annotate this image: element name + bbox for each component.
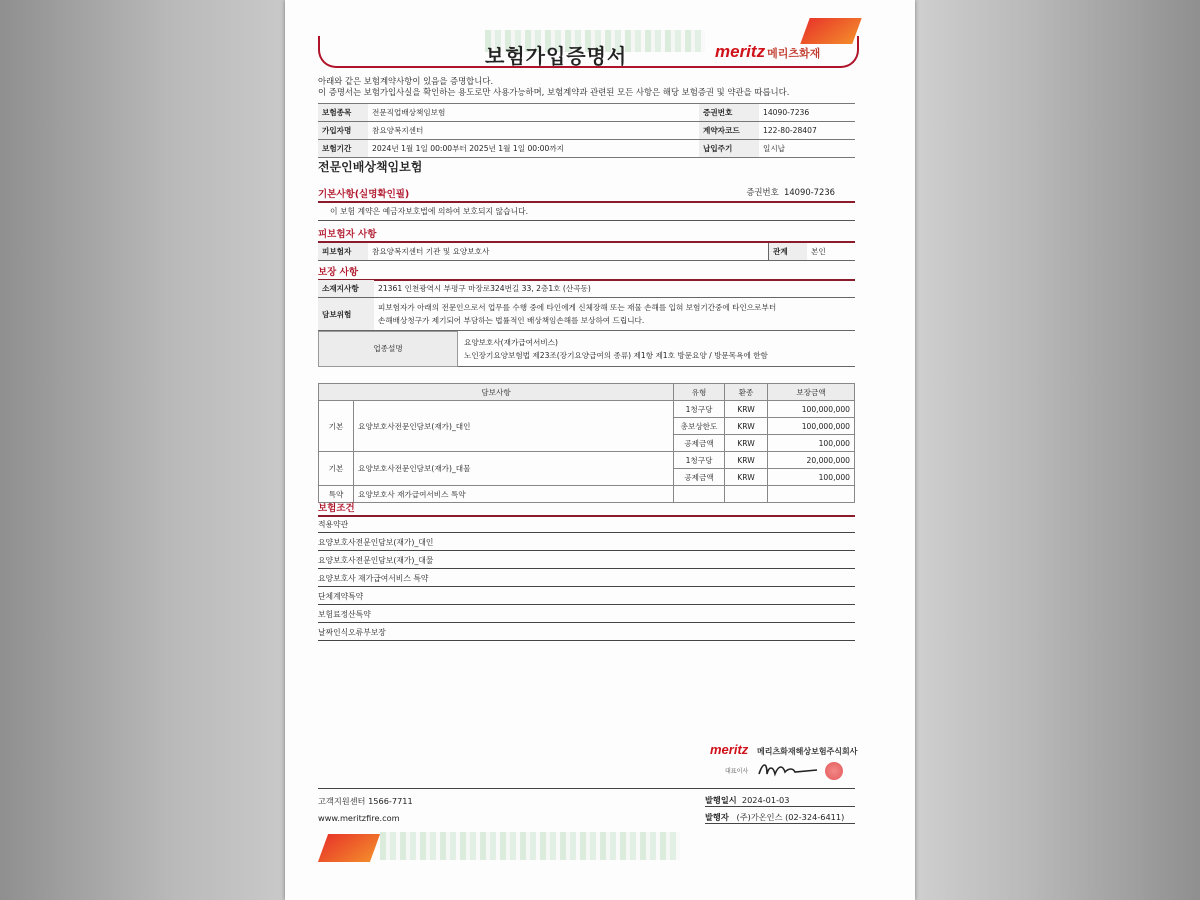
condition-item: 날짜인식오류부보장 <box>318 625 855 641</box>
basic-heading <box>318 186 855 203</box>
row-name: 요양보호사 재가급여서비스 특약 <box>354 486 674 503</box>
line-type: 1청구당 <box>674 401 725 418</box>
company-seal <box>825 762 843 780</box>
background-right <box>915 0 1200 900</box>
period-label: 보험기간 <box>318 140 368 158</box>
insured-row-label: 피보험자 <box>318 243 368 261</box>
coverage-info-table <box>318 280 855 331</box>
condition-item: 요양보호사전문인담보(재가)_대인 <box>318 535 855 551</box>
insured-row <box>318 243 855 261</box>
footer-rule <box>318 788 855 789</box>
conditions-heading: 보험조건 <box>318 500 855 517</box>
issue-date <box>705 795 855 807</box>
risk-line-1: 피보험자가 아래의 전문인으로서 업무를 수행 중에 타인에게 신체장해 또는 재물 손해를 입혀 보험기간중에 타인으로부터 <box>378 303 777 312</box>
intro-line-1: 아래와 같은 보험계약사항이 있음을 증명합니다. <box>318 76 494 86</box>
issue-date-value: 2024-01-03 <box>741 795 790 805</box>
issuer-value: (주)가온인스 (02-324-6411) <box>736 812 845 822</box>
line-amount: 20,000,000 <box>768 452 855 469</box>
cert-label: 증권번호 <box>699 104 759 122</box>
certificate-paper <box>285 0 915 900</box>
basic-notice: 이 보험 계약은 예금자보호법에 의하여 보호되지 않습니다. <box>318 204 855 221</box>
condition-item: 요양보호사 재가급여서비스 특약 <box>318 571 855 587</box>
line-amount: 100,000,000 <box>768 418 855 435</box>
location-row <box>318 280 855 298</box>
coverage-heading: 보장 사항 <box>318 264 855 281</box>
line-type: 공제금액 <box>674 469 725 486</box>
cs-center <box>318 796 413 807</box>
issue-date-label: 발행일시 <box>705 795 737 805</box>
line-type: 총보상한도 <box>674 418 725 435</box>
condition-item: 단체계약특약 <box>318 589 855 605</box>
product-label: 보험종목 <box>318 104 368 122</box>
coverage-header-row <box>319 384 855 401</box>
summary-table <box>318 103 855 158</box>
location-value: 21361 인천광역시 부평구 마장로324번길 33, 2층1호 (산곡동) <box>374 280 855 298</box>
logo-text-kr: 메리츠화재 <box>767 48 821 60</box>
relation-value: 본인 <box>807 243 855 261</box>
row-kind: 기본 <box>319 452 354 486</box>
risk-row <box>318 298 855 331</box>
basic-heading-text: 기본사항(실명확인필) <box>318 189 410 200</box>
summary-row <box>318 104 855 122</box>
line-type: 1청구당 <box>674 452 725 469</box>
line-currency: KRW <box>725 401 768 418</box>
basic-cert <box>746 186 835 198</box>
job-table <box>318 331 855 367</box>
line-currency: KRW <box>725 435 768 452</box>
summary-row <box>318 140 855 158</box>
insured-label: 가입자명 <box>318 122 368 140</box>
product-value: 전문직업배상책임보험 <box>368 104 699 122</box>
issuer-label: 발행자 <box>705 812 729 822</box>
col-header-type: 유형 <box>674 384 725 401</box>
risk-description <box>374 298 855 331</box>
col-header-amount: 보장금액 <box>768 384 855 401</box>
condition-item: 보험료정산특약 <box>318 607 855 623</box>
risk-label: 담보위험 <box>318 298 374 331</box>
table-row <box>319 452 855 469</box>
background-left <box>0 0 285 900</box>
line-amount: 100,000 <box>768 435 855 452</box>
row-kind: 기본 <box>319 401 354 452</box>
job-line-2: 노인장기요양보험법 제23조(장기요양급여의 종류) 제1항 제1호 방문요양 / 방문목욕에 한함 <box>464 350 768 360</box>
ceo-label: 대표이사 <box>725 768 749 775</box>
col-header-currency: 환종 <box>725 384 768 401</box>
bottom-corner-decoration <box>318 834 380 862</box>
issuer-info <box>705 812 855 824</box>
issuer-logo: meritz <box>710 742 749 757</box>
row-name: 요양보호사전문인담보(재가)_대물 <box>354 452 674 486</box>
security-pattern-bottom <box>380 832 680 860</box>
relation-label: 관계 <box>769 243 808 261</box>
document-title: 보험가입증명서 <box>485 44 628 68</box>
line-amount: 100,000 <box>768 469 855 486</box>
cert-value: 14090-7236 <box>759 104 855 122</box>
risk-line-2: 손해배상청구가 제기되어 부담하는 법률적인 배상책임손해를 보상하여 드립니다. <box>378 316 645 325</box>
issuer-company: 메리츠화재해상보험주식회사 <box>757 747 858 756</box>
location-label: 소재지사항 <box>318 280 374 298</box>
line-amount: 100,000,000 <box>768 401 855 418</box>
table-row <box>319 401 855 418</box>
intro-line-2: 이 증명서는 보험가입사실을 확인하는 용도로만 사용가능하며, 보험계약과 관련된 모든 사항은 해당 보험증권 및 약관을 따릅니다. <box>318 87 790 97</box>
summary-row <box>318 122 855 140</box>
line-type: 공제금액 <box>674 435 725 452</box>
code-label: 계약자코드 <box>699 122 759 140</box>
insured-value: 참요양복지센터 <box>368 122 699 140</box>
insured-table <box>318 243 855 261</box>
row-kind: 특약 <box>319 486 354 503</box>
line-currency: KRW <box>725 418 768 435</box>
intro-text <box>318 76 789 98</box>
meritz-logo <box>715 42 820 62</box>
coverage-detail-table <box>318 383 855 503</box>
logo-text-en: meritz <box>715 42 766 61</box>
section-title: 전문인배상책임보험 <box>318 160 423 174</box>
basic-cert-label: 증권번호 <box>746 187 779 197</box>
insured-row-value: 참요양복지센터 기관 및 요양보호사 <box>368 243 769 261</box>
cs-label: 고객지원센터 <box>318 796 366 806</box>
period-value: 2024년 1월 1일 00:00부터 2025년 1월 1일 00:00까지 <box>368 140 699 158</box>
row-name: 요양보호사전문인담보(재가)_대인 <box>354 401 674 452</box>
basic-cert-value: 14090-7236 <box>784 187 835 197</box>
website-url: www.meritzfire.com <box>318 813 400 823</box>
job-label: 업종설명 <box>319 332 458 367</box>
cs-phone: 1566-7711 <box>368 796 413 806</box>
pay-value: 일시납 <box>759 140 855 158</box>
job-description <box>458 332 856 367</box>
job-line-1: 요양보호사(재가급여서비스) <box>464 337 558 347</box>
line-currency: KRW <box>725 452 768 469</box>
condition-item: 요양보호사전문인담보(재가)_대물 <box>318 553 855 569</box>
condition-item: 적용약관 <box>318 517 855 533</box>
insured-heading: 피보험자 사항 <box>318 226 855 243</box>
ceo-signature <box>755 758 825 780</box>
pay-label: 납입주기 <box>699 140 759 158</box>
code-value: 122-80-28407 <box>759 122 855 140</box>
job-row <box>319 332 856 367</box>
line-currency: KRW <box>725 469 768 486</box>
col-header-coverage: 담보사항 <box>319 384 674 401</box>
